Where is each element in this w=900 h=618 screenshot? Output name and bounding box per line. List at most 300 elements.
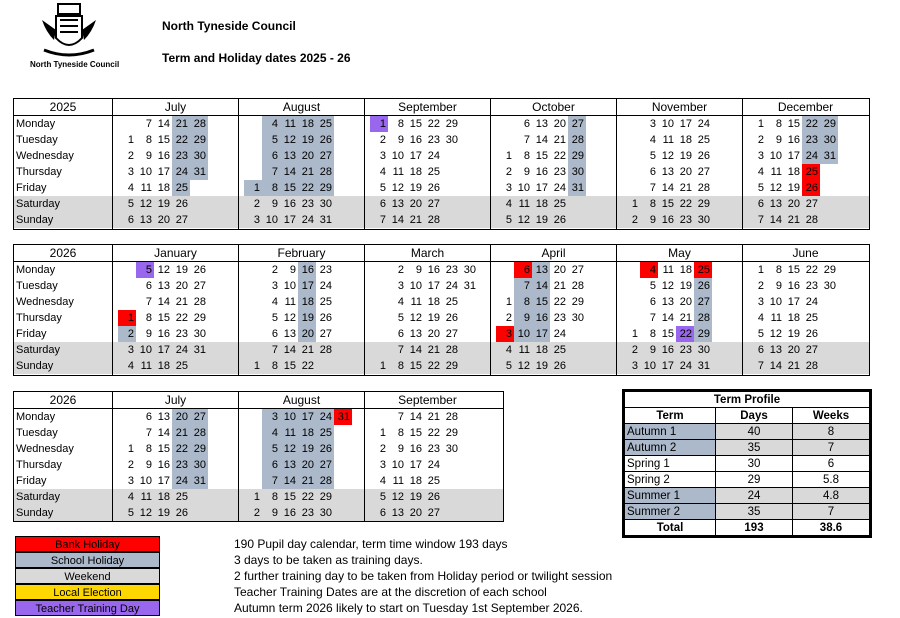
calendar-day-cell: 1 [127,134,134,146]
calendar-day-cell: 7 [757,360,764,372]
month-header: June [742,245,868,261]
month-divider [742,245,743,375]
calendar-day-cell: 30 [190,148,208,164]
calendar-day-cell: 8 [397,118,404,130]
calendar-day-cell: 3 [496,326,514,342]
calendar-day-cell: 23 [301,198,314,210]
calendar-day-cell: 23 [172,457,190,473]
calendar-day-cell: 3 [757,150,764,162]
calendar-day-cell: 10 [643,360,656,372]
calendar-day-cell: 9 [145,459,152,471]
calendar-day-cell: 26 [316,132,334,148]
calendar-day-cell: 26 [445,312,458,324]
calendar-day-cell: 19 [409,491,422,503]
calendar-day-cell: 25 [316,425,334,441]
calendar-day-cell: 17 [157,166,170,178]
term-weeks: 6 [793,456,870,472]
legend-teacher-training-day: Teacher Training Day [15,600,160,616]
day-label: Thursday [16,312,62,324]
calendar-day-cell: 9 [397,134,404,146]
calendar-day-cell: 30 [319,198,332,210]
calendar-day-cell: 14 [661,182,674,194]
calendar-day-cell: 30 [445,134,458,146]
calendar-day-cell: 14 [409,344,422,356]
calendar-day-cell: 15 [409,360,422,372]
calendar-day-cell: 1 [127,443,134,455]
calendar-day-cell: 14 [280,164,298,180]
calendar-day-cell: 25 [553,198,566,210]
term-days: 40 [716,424,793,440]
calendar-day-cell: 13 [283,328,296,340]
calendar-day-cell: 12 [661,150,674,162]
calendar-day-cell: 24 [316,409,334,425]
calendar-day-cell: 27 [193,280,206,292]
calendar-day-cell: 9 [271,198,278,210]
calendar-day-cell: 26 [319,312,332,324]
calendar-day-cell: 18 [157,360,170,372]
day-label: Wednesday [16,296,74,308]
legend-school-holiday: School Holiday [15,552,160,568]
calendar-day-cell: 21 [679,312,692,324]
calendar-day-cell: 5 [379,182,386,194]
calendar-day-cell: 27 [571,264,584,276]
calendar-day-cell: 2 [271,264,278,276]
calendar-day-cell: 18 [787,312,800,324]
calendar-day-cell: 14 [535,134,548,146]
calendar-day-cell: 25 [175,360,188,372]
calendar-day-cell: 21 [787,214,800,226]
calendar-day-cell: 15 [157,134,170,146]
calendar-day-cell: 29 [568,148,586,164]
calendar-day-cell: 19 [679,280,692,292]
calendar-day-cell: 16 [661,214,674,226]
calendar-day-cell: 8 [514,294,532,310]
calendar-day-cell: 20 [409,198,422,210]
calendar-day-cell: 7 [145,427,152,439]
calendar-day-cell: 7 [757,214,764,226]
day-label: Sunday [16,360,54,372]
calendar-day-cell: 20 [409,507,422,519]
calendar-day-cell: 1 [118,310,136,326]
calendar-day-cell: 18 [298,425,316,441]
calendar-day-cell: 13 [769,198,782,210]
calendar-day-cell: 4 [127,491,134,503]
calendar-day-cell: 31 [193,344,206,356]
calendar-day-cell: 29 [820,116,838,132]
month-divider [364,99,365,229]
calendar-day-cell: 5 [379,491,386,503]
calendar-day-cell: 10 [391,150,404,162]
calendar-day-cell: 23 [805,280,818,292]
term-days: 35 [716,440,793,456]
calendar-day-cell: 12 [280,132,298,148]
calendar-day-cell: 3 [253,214,260,226]
term-days: 29 [716,472,793,488]
calendar-day-cell: 17 [298,278,316,294]
calendar-day-cell: 31 [697,360,710,372]
calendar-day-cell: 16 [787,134,800,146]
calendar-day-cell: 3 [649,118,656,130]
calendar-day-cell: 25 [697,134,710,146]
calendar-day-cell: 20 [172,409,190,425]
calendar-day-cell: 8 [271,360,278,372]
calendar-day-cell: 11 [140,360,152,372]
calendar-day-cell: 18 [427,296,440,308]
calendar-day-cell: 15 [661,328,674,340]
calendar-day-cell: 3 [505,182,512,194]
calendar-day-cell: 25 [427,475,440,487]
calendar-day-cell: 9 [145,150,152,162]
calendar-day-cell: 4 [757,166,764,178]
calendar-day-cell: 26 [553,360,566,372]
calendar-day-cell: 11 [770,312,782,324]
calendar-day-cell: 11 [662,264,674,276]
calendar-day-cell: 11 [140,491,152,503]
calendar-day-cell: 17 [298,409,316,425]
term-profile-title: Term Profile [625,392,870,408]
day-label: Tuesday [16,427,58,439]
calendar-day-cell: 2 [505,166,512,178]
calendar-day-cell: 10 [661,118,674,130]
calendar-day-cell: 12 [769,328,782,340]
calendar-day-cell: 16 [298,262,316,278]
calendar-day-cell: 13 [280,457,298,473]
calendar-day-cell: 19 [298,441,316,457]
calendar-day-cell: 10 [409,280,422,292]
calendar-day-cell: 16 [409,443,422,455]
term-weeks: 4.8 [793,488,870,504]
calendar-day-cell: 14 [409,411,422,423]
calendar-day-cell: 4 [505,344,512,356]
calendar-header [14,392,503,409]
calendar-day-cell: 29 [193,312,206,324]
calendar-day-cell: 25 [319,296,332,308]
calendar-day-cell: 30 [697,344,710,356]
month-divider [616,245,617,375]
calendar-day-cell: 5 [127,507,134,519]
day-label: Monday [16,118,56,130]
calendar-day-cell: 16 [157,150,170,162]
calendar-day-cell: 27 [445,328,458,340]
calendar-day-cell: 3 [379,150,386,162]
month-divider [616,99,617,229]
calendar-day-cell: 16 [787,280,800,292]
calendar-day-cell: 24 [427,459,440,471]
total-days: 193 [716,520,793,536]
calendar-day-cell: 7 [262,164,280,180]
calendar-day-cell: 23 [319,264,332,276]
calendar-day-cell: 1 [631,198,638,210]
calendar-day-cell: 13 [661,296,674,308]
calendar-day-cell: 2 [127,150,134,162]
calendar-day-cell: 14 [280,473,298,489]
calendar-day-cell: 21 [553,134,566,146]
calendar-day-cell: 14 [283,344,296,356]
calendar-day-cell: 22 [298,180,316,196]
calendar-day-cell: 21 [679,182,692,194]
calendar-day-cell: 29 [694,326,712,342]
calendar-day-cell: 14 [769,360,782,372]
year-label: 2025 [49,100,77,114]
calendar-day-cell: 1 [253,360,260,372]
calendar-day-cell: 12 [517,360,530,372]
calendar-day-cell: 20 [298,148,316,164]
calendar-day-cell: 4 [262,116,280,132]
calendar-day-cell: 12 [139,198,152,210]
calendar-day-cell: 29 [319,491,332,503]
calendar-day-cell: 14 [661,312,674,324]
calendar-day-cell: 16 [283,198,296,210]
calendar-day-cell: 15 [157,312,170,324]
note-autumn-2026: Autumn term 2026 likely to start on Tuesday 1st September 2026. [234,601,583,615]
calendar-day-cell: 2 [397,264,404,276]
calendar-day-cell: 27 [697,166,710,178]
calendar-day-cell: 22 [172,441,190,457]
calendar-day-cell: 13 [409,328,422,340]
calendar-day-cell: 15 [283,360,296,372]
calendar-day-cell: 5 [262,441,280,457]
term-weeks: 8 [793,424,870,440]
calendar-day-cell: 2 [631,214,638,226]
calendar-day-cell: 6 [649,166,656,178]
calendar-day-cell: 22 [301,491,314,503]
calendar-day-cell: 1 [370,116,388,132]
calendar-day-cell: 21 [409,214,422,226]
calendar-day-cell: 11 [518,198,530,210]
calendar-day-cell: 29 [823,264,836,276]
month-divider [112,245,113,375]
calendar-day-cell: 17 [427,280,440,292]
calendar-day-cell: 24 [175,344,188,356]
day-label: Friday [16,182,47,194]
calendar-day-cell: 23 [679,214,692,226]
note-pupil-days: 190 Pupil day calendar, term time window 193 days [234,537,508,551]
calendar-day-cell: 20 [553,118,566,130]
calendar-day-cell: 7 [271,344,278,356]
calendar-day-cell: 3 [631,360,638,372]
calendar-day-cell: 22 [172,132,190,148]
term-header: Term [625,408,716,424]
calendar-day-cell: 1 [757,264,764,276]
calendar-day-cell: 8 [649,328,656,340]
calendar-day-cell: 28 [427,214,440,226]
council-crest-logo [38,2,100,60]
calendar-day-cell: 13 [532,262,550,278]
calendar-day-cell: 12 [409,312,422,324]
calendar-day-cell: 10 [280,409,298,425]
calendar-day-cell: 12 [283,312,296,324]
calendar-day-cell: 6 [514,262,532,278]
calendar-day-cell: 21 [298,164,316,180]
crest-caption: North Tyneside Council [30,60,120,69]
calendar-day-cell: 7 [649,312,656,324]
calendar-day-cell: 1 [631,328,638,340]
calendar-day-cell: 1 [505,150,512,162]
calendar-day-cell: 19 [157,507,170,519]
month-header: January [112,245,238,261]
calendar-day-cell: 8 [145,443,152,455]
calendar-day-cell: 6 [379,198,386,210]
calendar-day-cell: 8 [775,264,782,276]
calendar-day-cell: 10 [265,214,278,226]
month-header: August [238,99,364,115]
calendar-day-cell: 11 [280,425,298,441]
calendar-day-cell: 19 [679,150,692,162]
days-header: Days [716,408,793,424]
term-name: Spring 1 [625,456,716,472]
calendar-day-cell: 24 [553,182,566,194]
calendar-day-cell: 9 [289,264,296,276]
calendar-day-cell: 21 [427,344,440,356]
calendar-day-cell: 28 [190,425,208,441]
calendar-day-cell: 22 [553,296,566,308]
calendar-day-cell: 27 [175,214,188,226]
calendar-day-cell: 30 [445,443,458,455]
calendar-day-cell: 10 [514,326,532,342]
calendar-day-cell: 29 [190,441,208,457]
calendar-day-cell: 5 [757,182,764,194]
calendar-day-cell: 26 [427,491,440,503]
calendar-day-cell: 1 [244,180,262,196]
month-header: August [238,392,364,408]
month-divider [238,99,239,229]
calendar-day-cell: 27 [427,507,440,519]
calendar-day-cell: 9 [145,328,152,340]
month-header: September [364,392,490,408]
calendar-day-cell: 18 [157,491,170,503]
calendar-day-cell: 6 [127,214,134,226]
month-header: November [616,99,742,115]
calendar-2025 [13,98,870,230]
calendar-day-cell: 4 [127,360,134,372]
calendar-day-cell: 3 [262,409,280,425]
calendar-day-cell: 13 [280,148,298,164]
page-title: Term and Holiday dates 2025 - 26 [162,51,351,65]
day-label: Thursday [16,459,62,471]
calendar-day-cell: 10 [769,296,782,308]
calendar-day-cell: 14 [532,278,550,294]
calendar-day-cell: 29 [571,296,584,308]
calendar-day-cell: 28 [316,164,334,180]
calendar-day-cell: 22 [553,150,566,162]
calendar-day-cell: 22 [676,326,694,342]
calendar-day-cell: 29 [697,198,710,210]
day-label: Friday [16,328,47,340]
calendar-day-cell: 4 [649,134,656,146]
calendar-day-cell: 13 [391,507,404,519]
calendar-day-cell: 7 [649,182,656,194]
calendar-day-cell: 18 [679,134,692,146]
term-weeks: 7 [793,504,870,520]
calendar-header [14,245,869,262]
month-divider [364,245,365,375]
calendar-day-cell: 31 [463,280,476,292]
calendar-day-cell: 23 [172,148,190,164]
term-name: Autumn 2 [625,440,716,456]
calendar-day-cell: 17 [409,459,422,471]
calendar-day-cell: 27 [190,409,208,425]
calendar-day-cell: 15 [787,264,800,276]
calendar-day-cell: 27 [568,116,586,132]
month-header: July [112,99,238,115]
calendar-day-cell: 22 [802,116,820,132]
calendar-day-cell: 8 [145,134,152,146]
calendar-day-cell: 21 [301,344,314,356]
calendar-day-cell: 30 [820,132,838,148]
calendar-day-cell: 11 [770,166,782,178]
calendar-day-cell: 26 [694,278,712,294]
calendar-day-cell: 2 [379,443,386,455]
calendar-day-cell: 19 [298,132,316,148]
calendar-day-cell: 6 [145,411,152,423]
calendar-day-cell: 12 [517,214,530,226]
calendar-day-cell: 12 [661,280,674,292]
calendar-day-cell: 5 [757,328,764,340]
day-label: Saturday [16,344,61,356]
calendar-day-cell: 27 [316,457,334,473]
calendar-day-cell: 31 [820,148,838,164]
calendar-day-cell: 9 [523,166,530,178]
calendar-day-cell: 5 [271,312,278,324]
calendar-day-cell: 29 [316,180,334,196]
calendar-day-cell: 6 [649,296,656,308]
calendar-day-cell: 2 [631,344,638,356]
calendar-day-cell: 25 [805,312,818,324]
calendar-day-cell: 7 [379,214,386,226]
calendar-day-cell: 25 [445,296,458,308]
calendar-day-cell: 10 [517,182,530,194]
calendar-day-cell: 24 [697,118,710,130]
calendar-day-cell: 25 [172,180,190,196]
calendar-day-cell: 24 [802,148,820,164]
legend-bank-holiday: Bank Holiday [15,536,160,552]
calendar-day-cell: 30 [568,164,586,180]
year-label: 2026 [49,246,77,260]
calendar-day-cell: 23 [553,166,566,178]
calendar-day-cell: 15 [535,150,548,162]
month-header: May [616,245,742,261]
calendar-day-cell: 28 [445,411,458,423]
calendar-day-cell: 13 [661,166,674,178]
calendar-day-cell: 6 [271,328,278,340]
calendar-day-cell: 7 [523,134,530,146]
calendar-day-cell: 30 [823,280,836,292]
calendar-day-cell: 28 [193,296,206,308]
day-label: Thursday [16,166,62,178]
calendar-day-cell: 29 [445,427,458,439]
calendar-day-cell: 27 [316,148,334,164]
calendar-day-cell: 26 [175,507,188,519]
calendar-day-cell: 21 [298,473,316,489]
calendar-day-cell: 28 [190,116,208,132]
calendar-day-cell: 3 [127,475,134,487]
calendar-day-cell: 11 [518,344,530,356]
calendar-day-cell: 23 [553,312,566,324]
calendar-day-cell: 26 [553,214,566,226]
month-header: December [742,99,868,115]
calendar-day-cell: 5 [136,262,154,278]
calendar-day-cell: 26 [805,328,818,340]
calendar-day-cell: 12 [391,491,404,503]
calendar-day-cell: 24 [805,296,818,308]
calendar-day-cell: 11 [662,134,674,146]
calendar-day-cell: 20 [175,280,188,292]
calendar-day-cell: 2 [253,507,260,519]
calendar-day-cell: 31 [190,473,208,489]
month-header: July [112,392,238,408]
month-header: October [490,99,616,115]
calendar-day-cell: 16 [661,344,674,356]
